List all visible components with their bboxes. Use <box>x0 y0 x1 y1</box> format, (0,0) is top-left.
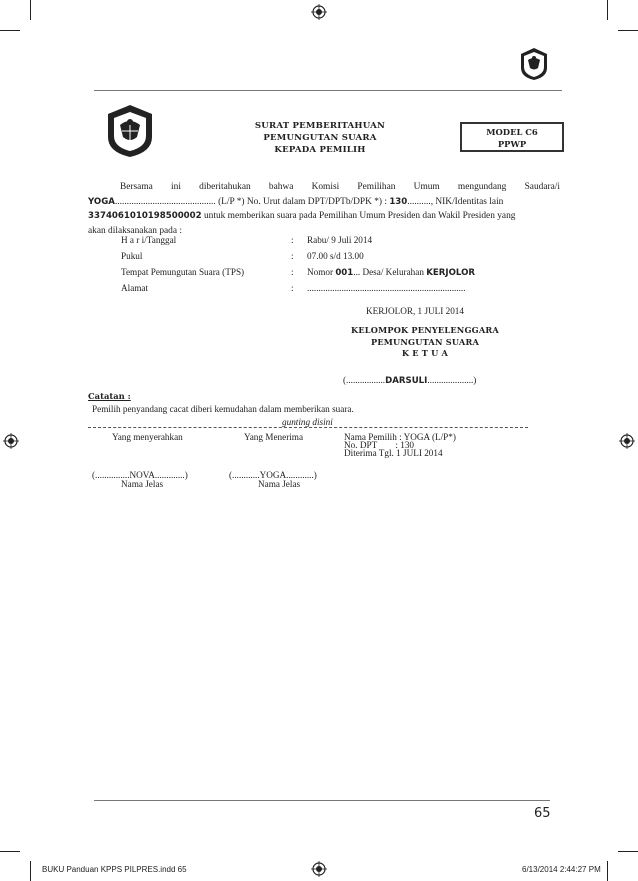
body-line: akan dilaksanakan pada : <box>88 225 182 236</box>
tps-value <box>307 266 475 279</box>
voter-info-received: Diterima Tgl. 1 JULI 2014 <box>344 448 443 458</box>
receiver-signature: (............YOGA............) <box>229 470 317 480</box>
body-line <box>88 209 560 224</box>
sig-dots: (................. <box>343 375 386 385</box>
registration-mark-icon <box>3 433 19 449</box>
page-number: 65 <box>534 806 551 821</box>
name-dots: ........................................... <box>114 196 216 207</box>
nik-number: 3374061010198500002 <box>88 211 202 221</box>
colon: : <box>291 267 294 277</box>
document-title <box>200 120 440 156</box>
committee-block <box>320 325 530 360</box>
cut-here-label: gunting disini <box>282 417 333 427</box>
date-value: Rabu/ 9 Juli 2014 <box>307 235 373 245</box>
model-code: MODEL C6 <box>486 127 538 137</box>
crop-mark <box>30 861 31 881</box>
title-line: SURAT PEMBERITAHUAN <box>254 121 386 131</box>
cut-line <box>88 427 528 428</box>
crop-mark <box>618 30 638 31</box>
dpt-number: 130 <box>389 196 408 207</box>
header-rule <box>94 90 562 91</box>
footer-rule <box>94 800 550 801</box>
body-line <box>88 195 560 210</box>
voter-info-name: Nama Pemilih : YOGA (L/P*) <box>344 432 456 442</box>
committee-line: K E T U A <box>401 348 449 358</box>
committee-line: KELOMPOK PENYELENGGARA <box>351 325 499 335</box>
tps-village-label: ... Desa/ Kelurahan <box>353 267 427 277</box>
purpose-text: untuk memberikan suara pada Pemilihan Umum Presiden dan Wakil Presiden yang <box>201 211 516 221</box>
date-label: H a r i/Tanggal <box>121 235 177 245</box>
receiver-name-label: Nama Jelas <box>258 479 301 489</box>
notes-text: Pemilih penyandang cacat diberi kemudahan dalam memberikan suara. <box>92 404 354 414</box>
voter-info-dpt: No. DPT : 130 <box>344 440 415 450</box>
time-label: Pukul <box>121 251 143 261</box>
tps-label: Tempat Pemungutan Suara (TPS) <box>121 267 245 277</box>
receiver-label: Yang Menerima <box>244 432 304 442</box>
giver-label: Yang menyerahkan <box>112 432 183 442</box>
registration-mark-icon <box>619 433 635 449</box>
committee-line: PEMUNGUTAN SUARA <box>370 336 480 347</box>
title-line: KEPADA PEMILIH <box>274 145 366 155</box>
invitation-paragraph <box>88 180 560 238</box>
model-type: PPWP <box>497 139 527 149</box>
time-value: 07.00 s/d 13.00 <box>307 251 364 261</box>
crop-mark <box>607 0 608 20</box>
crop-mark <box>30 0 31 20</box>
giver-signature: (...............NOVA.............) <box>92 470 188 480</box>
title-line: PEMUNGUTAN SUARA <box>263 133 377 143</box>
colon: : <box>291 283 294 293</box>
chairman-name: DARSULI <box>385 376 428 386</box>
place-date: KERJOLOR, 1 JULI 2014 <box>366 306 464 316</box>
crop-mark <box>0 30 20 31</box>
body-line: Bersama ini diberitahukan bahwa Komisi Pemilihan Umum mengundang Saudara/i <box>120 182 560 192</box>
crop-mark <box>607 861 608 881</box>
sig-dots: ....................) <box>427 375 477 385</box>
tps-prefix: Nomor <box>307 267 336 277</box>
kpu-logo-icon <box>104 103 156 159</box>
tps-village: KERJOLOR <box>426 268 475 278</box>
footer-filename: BUKU Panduan KPPS PILPRES.indd 65 <box>42 865 187 874</box>
registration-mark-icon <box>311 4 327 20</box>
form-model-box <box>460 122 564 152</box>
tps-number: 001 <box>335 268 354 278</box>
chairman-signature <box>343 375 476 386</box>
address-label: Alamat <box>121 283 149 293</box>
registration-mark-icon <box>311 861 327 877</box>
crop-mark <box>618 851 638 852</box>
colon: : <box>291 235 294 245</box>
voter-name: YOGA <box>88 196 115 207</box>
colon: : <box>291 251 294 261</box>
notes-heading: Catatan : <box>88 391 131 401</box>
giver-name-label: Nama Jelas <box>121 479 164 489</box>
footer-timestamp: 6/13/2014 2:44:27 PM <box>522 865 601 874</box>
crop-mark <box>0 851 20 852</box>
nik-label: .........., NIK/Identitas lain <box>407 196 504 207</box>
kpu-logo-icon <box>518 46 550 82</box>
dpt-text: (L/P *) No. Urut dalam DPT/DPTb/DPK *) : <box>215 196 390 207</box>
address-value: ..................................................................... <box>307 283 466 293</box>
